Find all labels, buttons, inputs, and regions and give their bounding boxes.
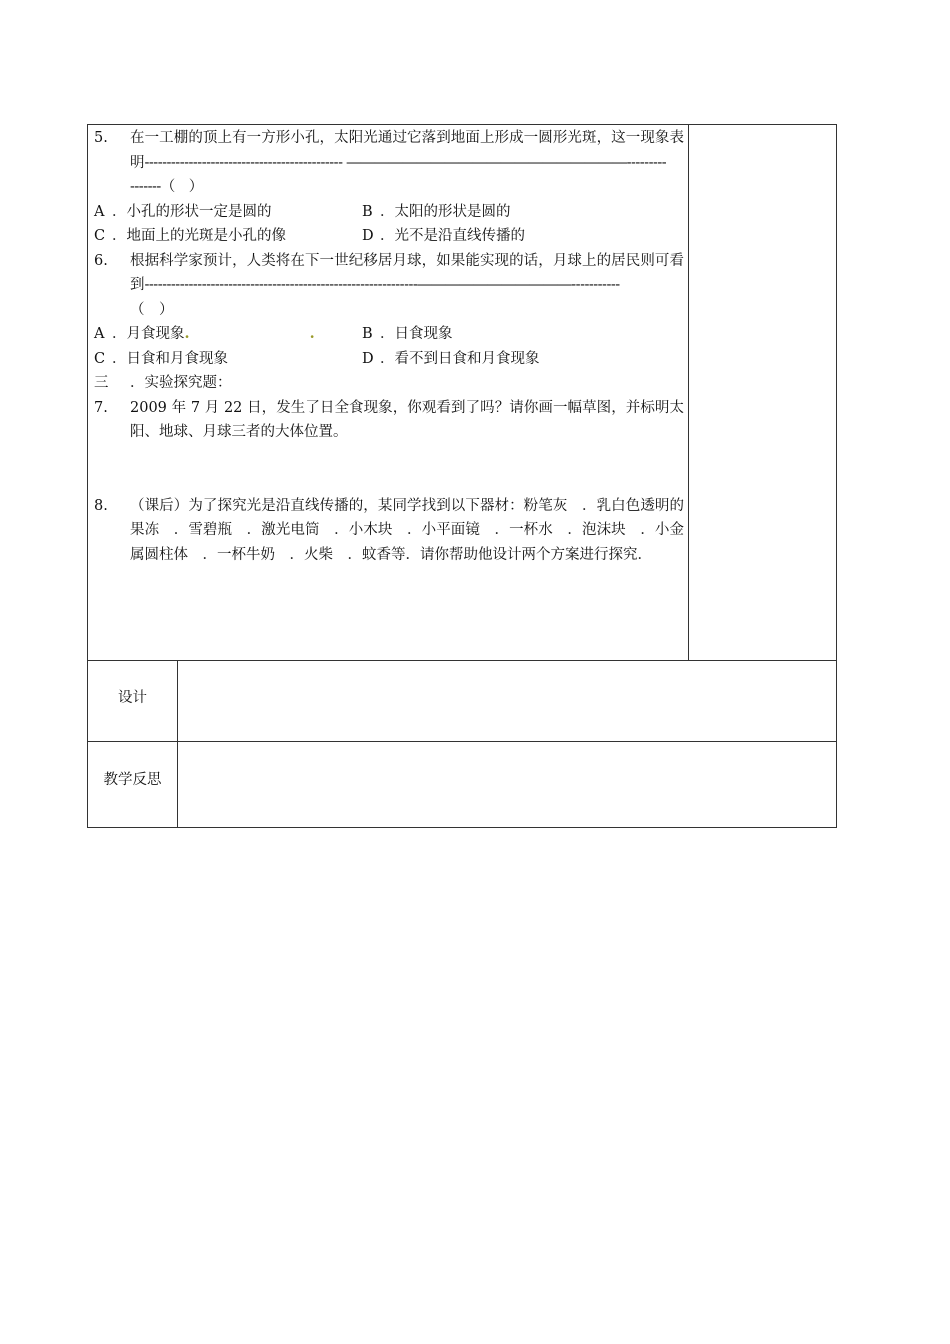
reflection-label: 教学反思	[103, 772, 162, 788]
question-number: 6.	[94, 252, 108, 269]
sketch-space	[94, 445, 684, 494]
reflection-cell[interactable]	[178, 742, 836, 827]
scan-mark: .	[184, 325, 190, 342]
answer-paren: -------（ ）	[130, 179, 203, 195]
question-text: 根据科学家预计，人类将在下一世纪移居月球，如果能实现的话，月球上的居民则可看到	[130, 252, 684, 293]
question-text: （课后）为了探究光是沿直线传播的，某同学找到以下器材：粉笔灰 ．乳白色透明的果冻 ．雪碧瓶 ．激光电筒 ．小木块 ．小平面镜 ．一杯水 ．泡沫块 ．小金属圆柱体 ．一杯牛奶 ．火柴 ．蚊香等．请你帮助他设计两个方案进行探究．	[130, 497, 684, 563]
question-6	[94, 249, 684, 323]
question-content	[94, 126, 684, 567]
option-c: C ．日食和月食现象	[94, 350, 228, 367]
question-text: 2009 年 7 月 22 日，发生了日全食现象，你观看到了吗？请你画一幅草图，并标明太阳、地球、月球三者的大体位置。	[130, 399, 684, 440]
question-number: 8.	[94, 497, 108, 514]
design-cell[interactable]	[178, 661, 836, 741]
option-b: B ．日食现象	[362, 326, 453, 342]
answer-dashes: --------------------------------------------------------------―――――――――――-----------	[144, 277, 620, 293]
option-d: D ．光不是沿直线传播的	[362, 228, 525, 244]
notes-column[interactable]	[689, 125, 836, 660]
question-5	[94, 126, 684, 200]
scan-mark: .	[309, 325, 315, 342]
question-text: 在一工棚的顶上有一方形小孔，太阳光通过它落到地面上形成一圆形光斑，这一现象表明	[130, 130, 684, 171]
question-7	[94, 396, 684, 445]
option-d: D ．看不到日食和月食现象	[362, 350, 540, 367]
answer-paren: （ ）	[130, 301, 174, 318]
question-8	[94, 494, 684, 568]
option-c: C ．地面上的光斑是小孔的像	[94, 228, 286, 244]
question-number: 5.	[94, 130, 108, 146]
option-a: A ．小孔的形状一定是圆的	[94, 203, 272, 220]
design-label: 设计	[118, 690, 147, 706]
section-heading: 三 ．实验探究题：	[94, 375, 232, 391]
answer-dashes: --------------------------------------------- ――――――――――――――――――――---------	[144, 154, 667, 171]
question-5-options	[94, 200, 684, 249]
question-number: 7.	[94, 399, 108, 416]
question-6-options	[94, 322, 684, 371]
option-a: A ．月食现象 . .	[94, 322, 362, 347]
option-b: B ．太阳的形状是圆的	[362, 203, 511, 220]
